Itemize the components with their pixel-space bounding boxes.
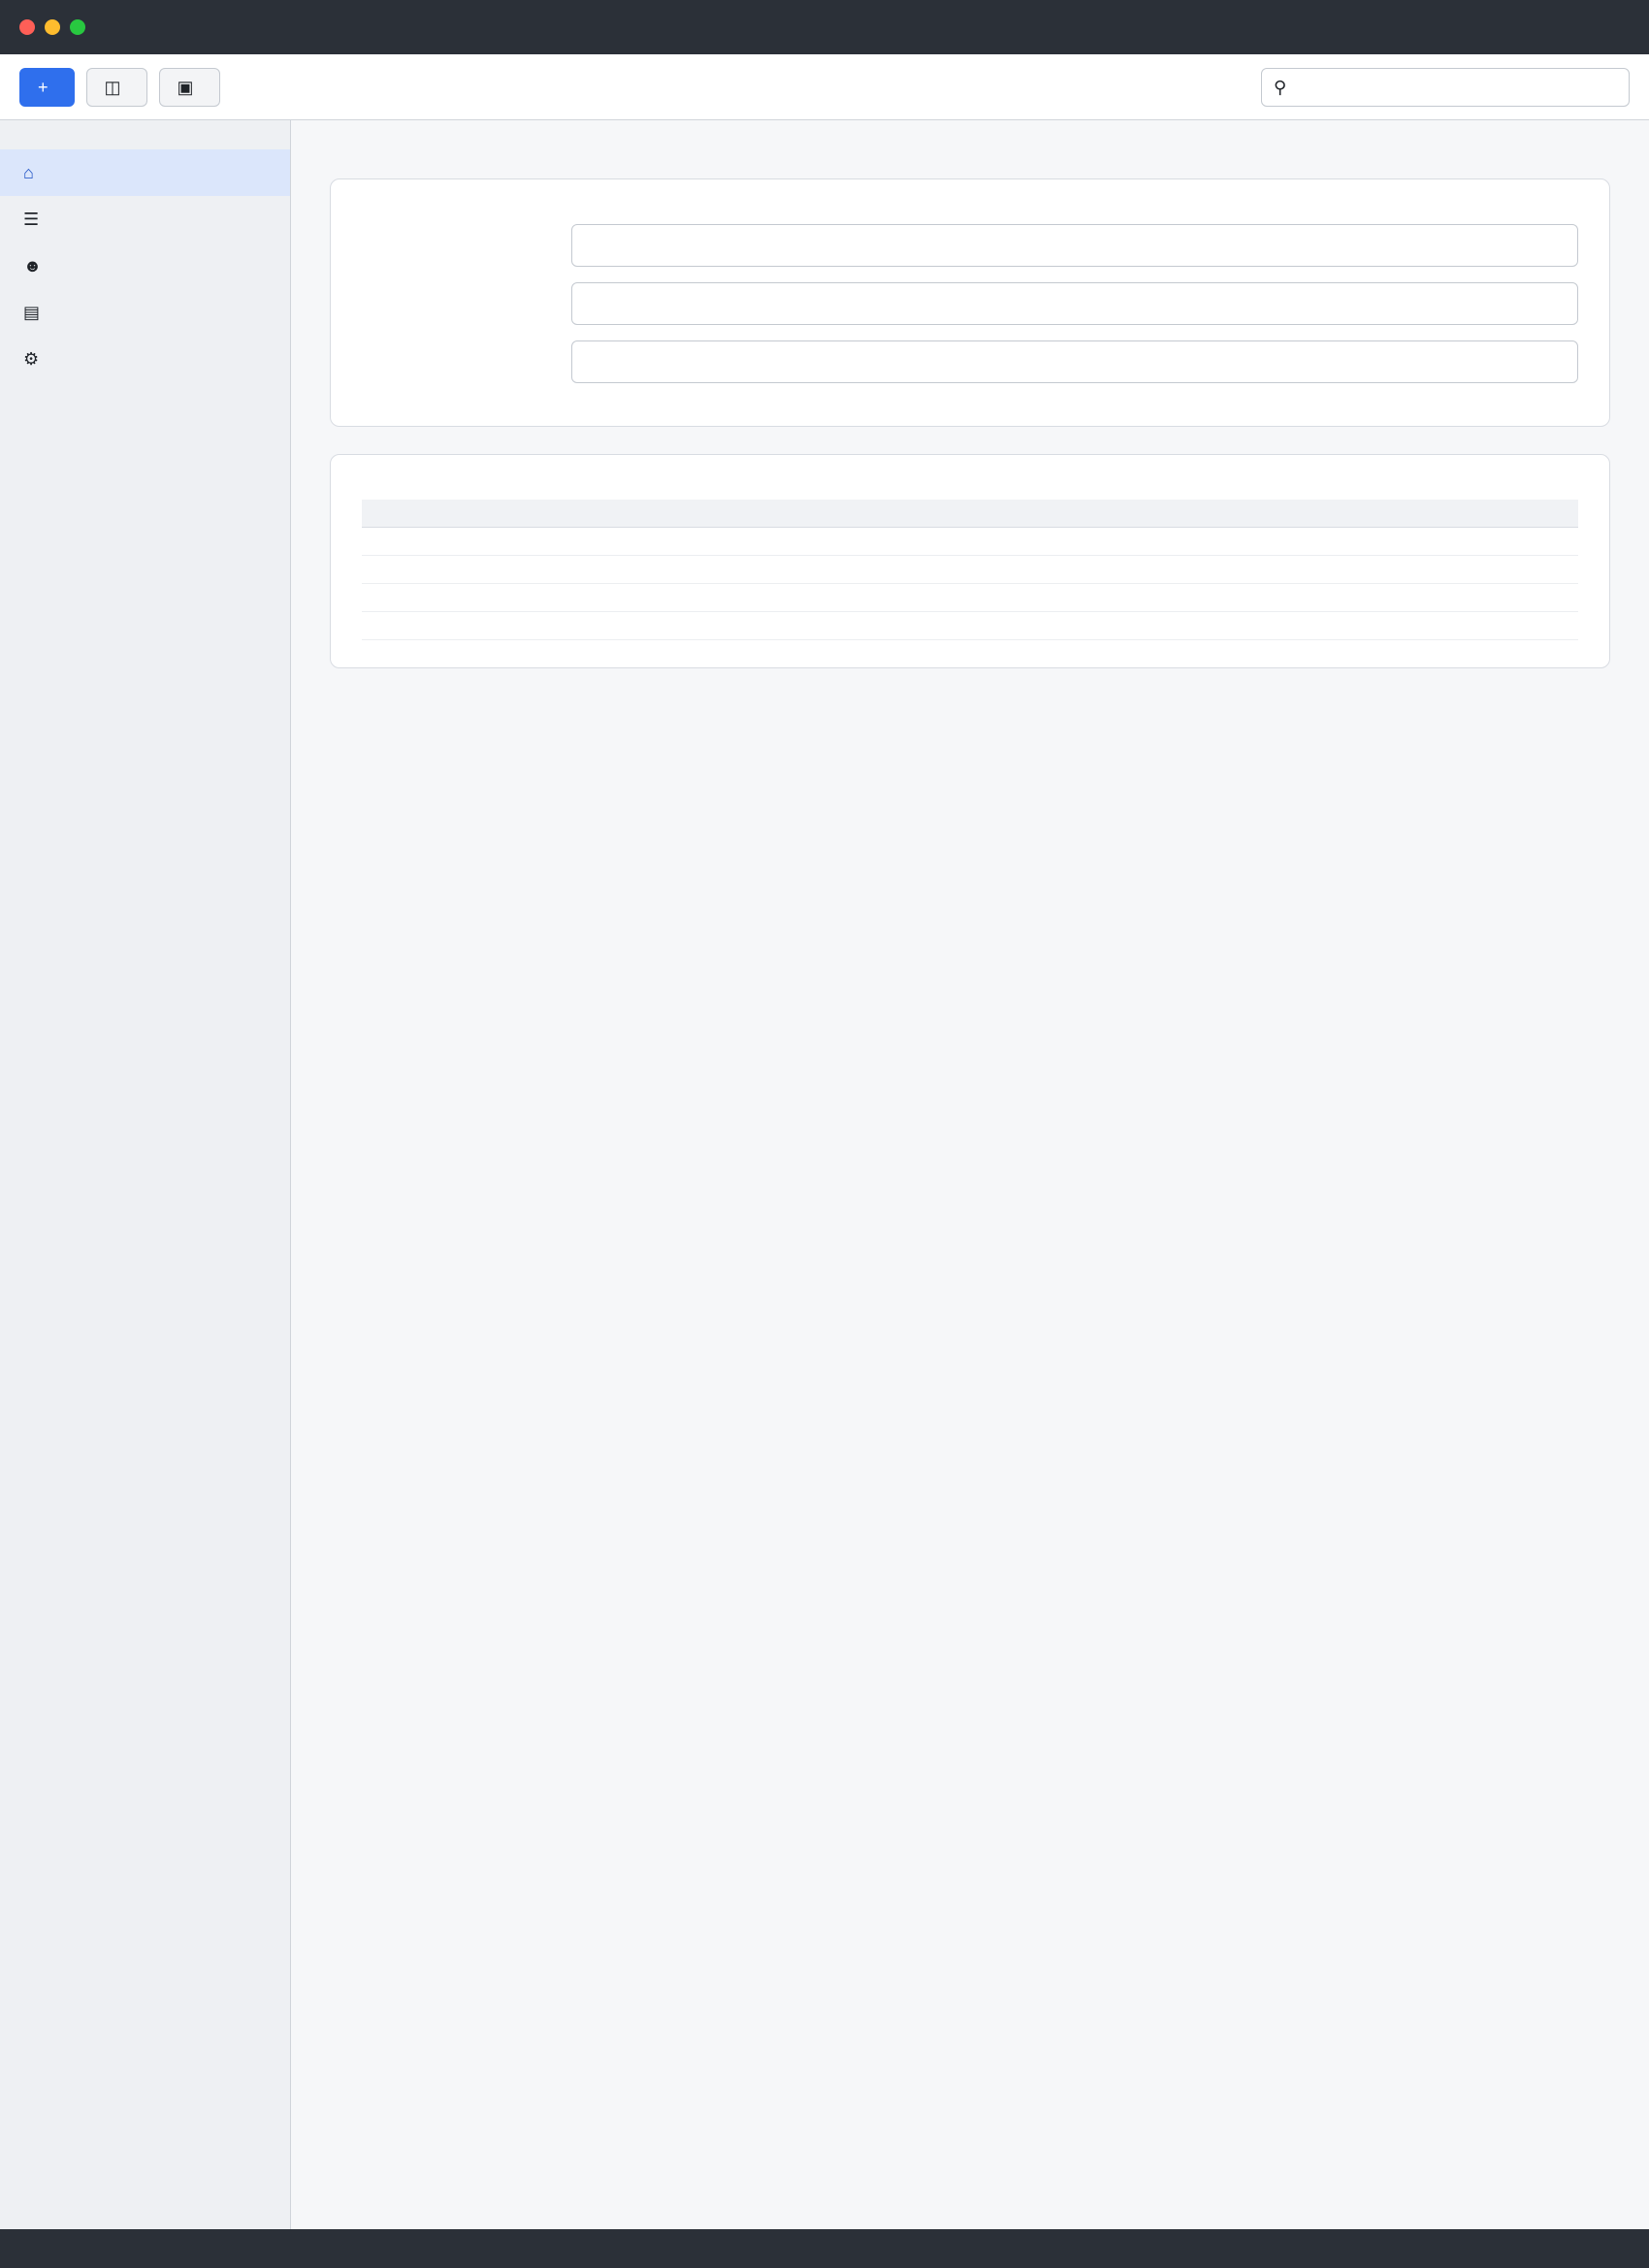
table-row[interactable] [362,612,1578,640]
save-button[interactable] [159,68,220,107]
column-header[interactable] [666,500,971,528]
table-cell [362,584,666,612]
text-field[interactable] [571,340,1578,383]
table-cell [970,528,1275,556]
sidebar [0,120,291,2229]
table-cell [970,556,1275,584]
document-icon: ☰ [23,209,40,229]
sidebar-item[interactable] [0,243,290,289]
toolbar [0,54,1649,120]
form-field-row [362,282,1578,325]
column-header[interactable] [970,500,1275,528]
body-area [0,120,1649,2229]
form-field-row [362,340,1578,383]
plus-icon: + [38,77,48,97]
search-box[interactable] [1261,68,1630,107]
title-bar [0,0,1649,54]
table-cell [362,528,666,556]
new-button[interactable] [19,68,75,107]
text-field[interactable] [571,282,1578,325]
data-table [362,500,1578,640]
table-cell [1275,612,1579,640]
open-button[interactable] [86,68,147,107]
sidebar-item[interactable] [0,149,290,196]
column-header[interactable] [362,500,666,528]
main-content [291,120,1649,2229]
table-row[interactable] [362,528,1578,556]
table-header-row [362,500,1578,528]
table-cell [970,612,1275,640]
table-cell [666,584,971,612]
search-input[interactable] [1294,78,1617,97]
table-cell [666,528,971,556]
folder-icon: ◫ [104,77,121,97]
table-card [330,454,1610,668]
save-icon: ▣ [177,77,194,97]
chart-icon: ▤ [23,302,41,322]
table-cell [1275,556,1579,584]
sidebar-item[interactable] [0,336,290,382]
column-header[interactable] [1275,500,1579,528]
sidebar-heading [0,140,290,149]
form-field-row [362,224,1578,267]
status-bar [0,2229,1649,2268]
maximize-window-button[interactable] [70,19,85,35]
text-field[interactable] [571,224,1578,267]
close-window-button[interactable] [19,19,35,35]
gear-icon: ⚙ [23,348,40,369]
home-icon: ⌂ [23,162,34,182]
users-icon: ☻ [23,255,42,275]
sidebar-item[interactable] [0,196,290,243]
form-card [330,178,1610,427]
table-row[interactable] [362,556,1578,584]
window-controls [19,19,85,35]
table-cell [1275,528,1579,556]
table-cell [666,612,971,640]
table-cell [1275,584,1579,612]
table-cell [362,556,666,584]
table-cell [666,556,971,584]
table-row[interactable] [362,584,1578,612]
sidebar-item[interactable] [0,289,290,336]
search-icon: ⚲ [1274,77,1287,97]
table-cell [362,612,666,640]
minimize-window-button[interactable] [45,19,60,35]
table-cell [970,584,1275,612]
